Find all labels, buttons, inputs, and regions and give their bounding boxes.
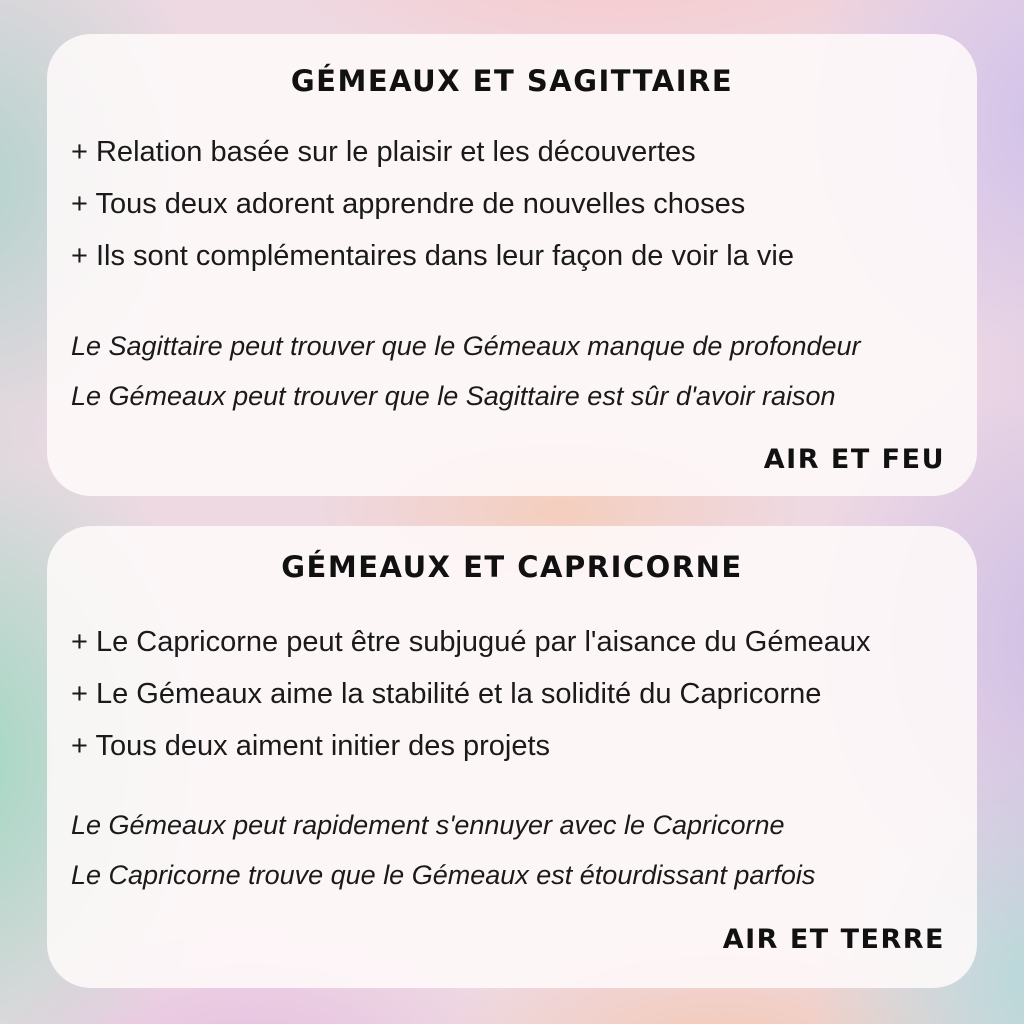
card-title: GÉMEAUX ET CAPRICORNE bbox=[281, 550, 743, 584]
compatibility-card-gemeaux-capricorne bbox=[47, 526, 977, 988]
con-item: Le Gémeaux peut trouver que le Sagittaire est sûr d'avoir raison bbox=[71, 381, 836, 411]
element-label: AIR ET FEU bbox=[763, 444, 945, 475]
pro-item: + Le Gémeaux aime la stabilité et la solidité du Capricorne bbox=[71, 678, 822, 710]
element-label: AIR ET TERRE bbox=[722, 924, 945, 955]
con-item: Le Capricorne trouve que le Gémeaux est étourdissant parfois bbox=[71, 860, 816, 890]
cons-list bbox=[71, 800, 957, 900]
pro-item: + Le Capricorne peut être subjugué par l'aisance du Gémeaux bbox=[71, 626, 871, 658]
pros-list bbox=[71, 126, 957, 282]
pro-item: + Tous deux adorent apprendre de nouvelles choses bbox=[71, 188, 746, 220]
compatibility-card-gemeaux-sagittaire bbox=[47, 34, 977, 496]
con-item: Le Sagittaire peut trouver que le Gémeaux manque de profondeur bbox=[71, 331, 861, 361]
pros-list bbox=[71, 616, 957, 772]
pro-item: + Ils sont complémentaires dans leur façon de voir la vie bbox=[71, 240, 794, 272]
pro-item: + Relation basée sur le plaisir et les découvertes bbox=[71, 136, 696, 168]
card-title: GÉMEAUX ET SAGITTAIRE bbox=[290, 64, 734, 98]
pro-item: + Tous deux aiment initier des projets bbox=[71, 730, 551, 762]
cons-list bbox=[71, 321, 957, 421]
con-item: Le Gémeaux peut rapidement s'ennuyer avec le Capricorne bbox=[71, 810, 785, 840]
